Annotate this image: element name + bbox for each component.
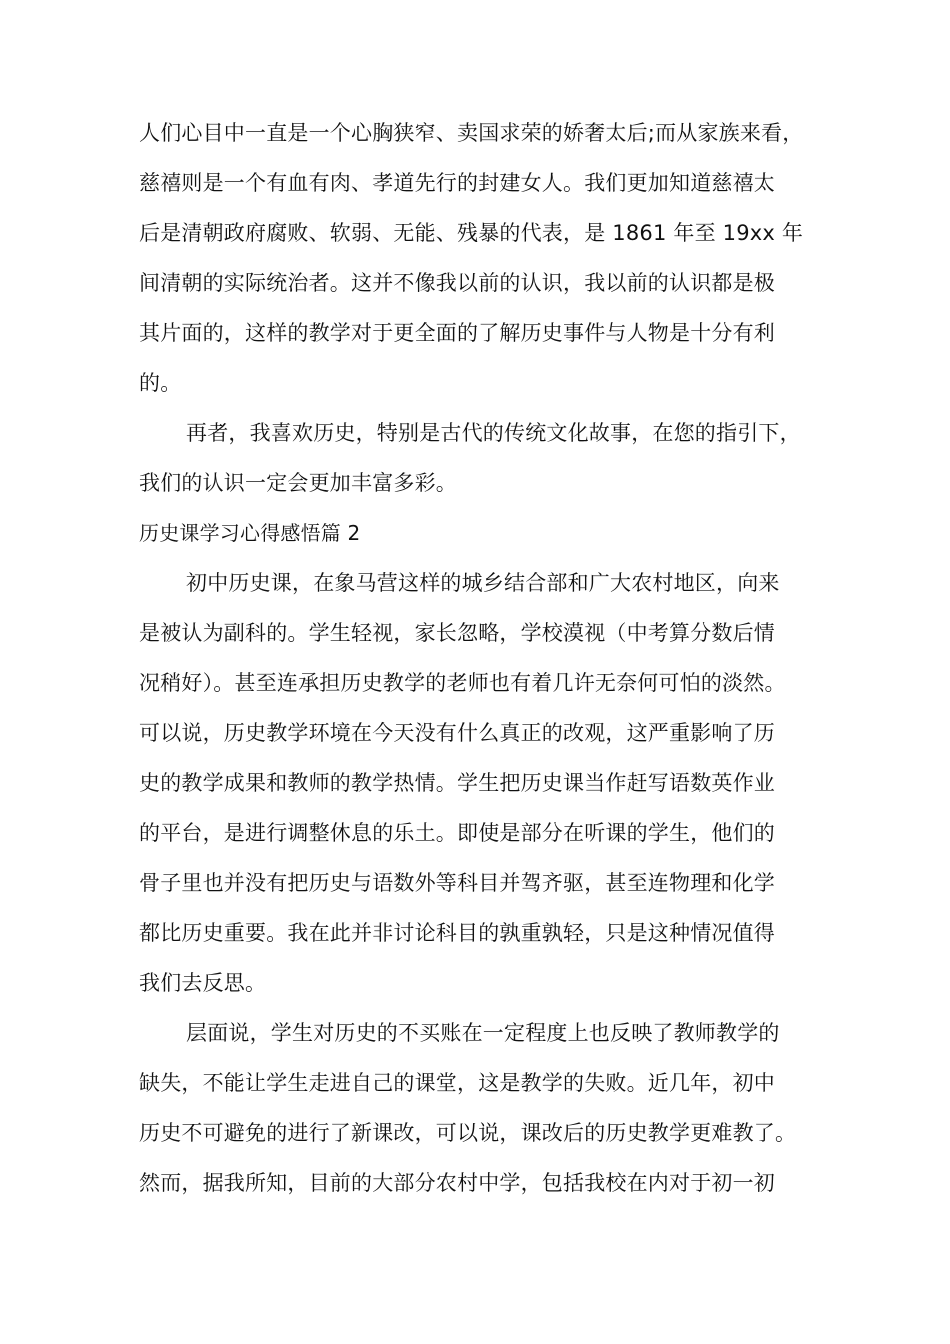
text-line: 历史不可避免的进行了新课改，可以说，课改后的历史教学更难教了。: [139, 1121, 797, 1145]
text-line: 是被认为副科的。学生轻视，家长忽略，学校漠视（中考算分数后情: [139, 621, 775, 645]
text-line: 人们心目中一直是一个心胸狭窄、卖国求荣的娇奢太后;而从家族来看，: [139, 121, 804, 145]
text-line: 骨子里也并没有把历史与语数外等科目并驾齐驱，甚至连物理和化学: [139, 871, 775, 895]
paragraph-first-line: 初中历史课，在象马营这样的城乡结合部和广大农村地区，向来: [186, 571, 780, 595]
text-line: 后是清朝政府腐败、软弱、无能、残暴的代表，是 1861 年至 19xx 年: [139, 221, 804, 245]
text-line: 其片面的，这样的教学对于更全面的了解历史事件与人物是十分有利: [139, 321, 775, 345]
text-line: 的平台，是进行调整休息的乐土。即使是部分在听课的学生，他们的: [139, 821, 775, 845]
text-line: 然而，据我所知，目前的大部分农村中学，包括我校在内对于初一初: [139, 1171, 775, 1195]
text-line: 我们去反思。: [139, 971, 267, 995]
paragraph-first-line: 再者，我喜欢历史，特别是古代的传统文化故事，在您的指引下，: [186, 421, 801, 445]
paragraph-first-line: 层面说，学生对历史的不买账在一定程度上也反映了教师教学的: [186, 1021, 780, 1045]
text-line: 都比历史重要。我在此并非讨论科目的孰重孰轻，只是这种情况值得: [139, 921, 775, 945]
text-line: 的。: [139, 371, 182, 395]
section-heading: 历史课学习心得感悟篇 2: [139, 521, 361, 545]
text-line: 间清朝的实际统治者。这并不像我以前的认识，我以前的认识都是极: [139, 271, 775, 295]
text-line: 我们的认识一定会更加丰富多彩。: [139, 471, 457, 495]
text-line: 况稍好）。甚至连承担历史教学的老师也有着几许无奈何可怕的淡然。: [139, 671, 786, 695]
text-line: 史的教学成果和教师的教学热情。学生把历史课当作赶写语数英作业: [139, 771, 775, 795]
text-line: 缺失，不能让学生走进自己的课堂，这是教学的失败。近几年，初中: [139, 1071, 775, 1095]
text-line: 慈禧则是一个有血有肉、孝道先行的封建女人。我们更加知道慈禧太: [139, 171, 775, 195]
text-line: 可以说，历史教学环境在今天没有什么真正的改观，这严重影响了历: [139, 721, 775, 745]
